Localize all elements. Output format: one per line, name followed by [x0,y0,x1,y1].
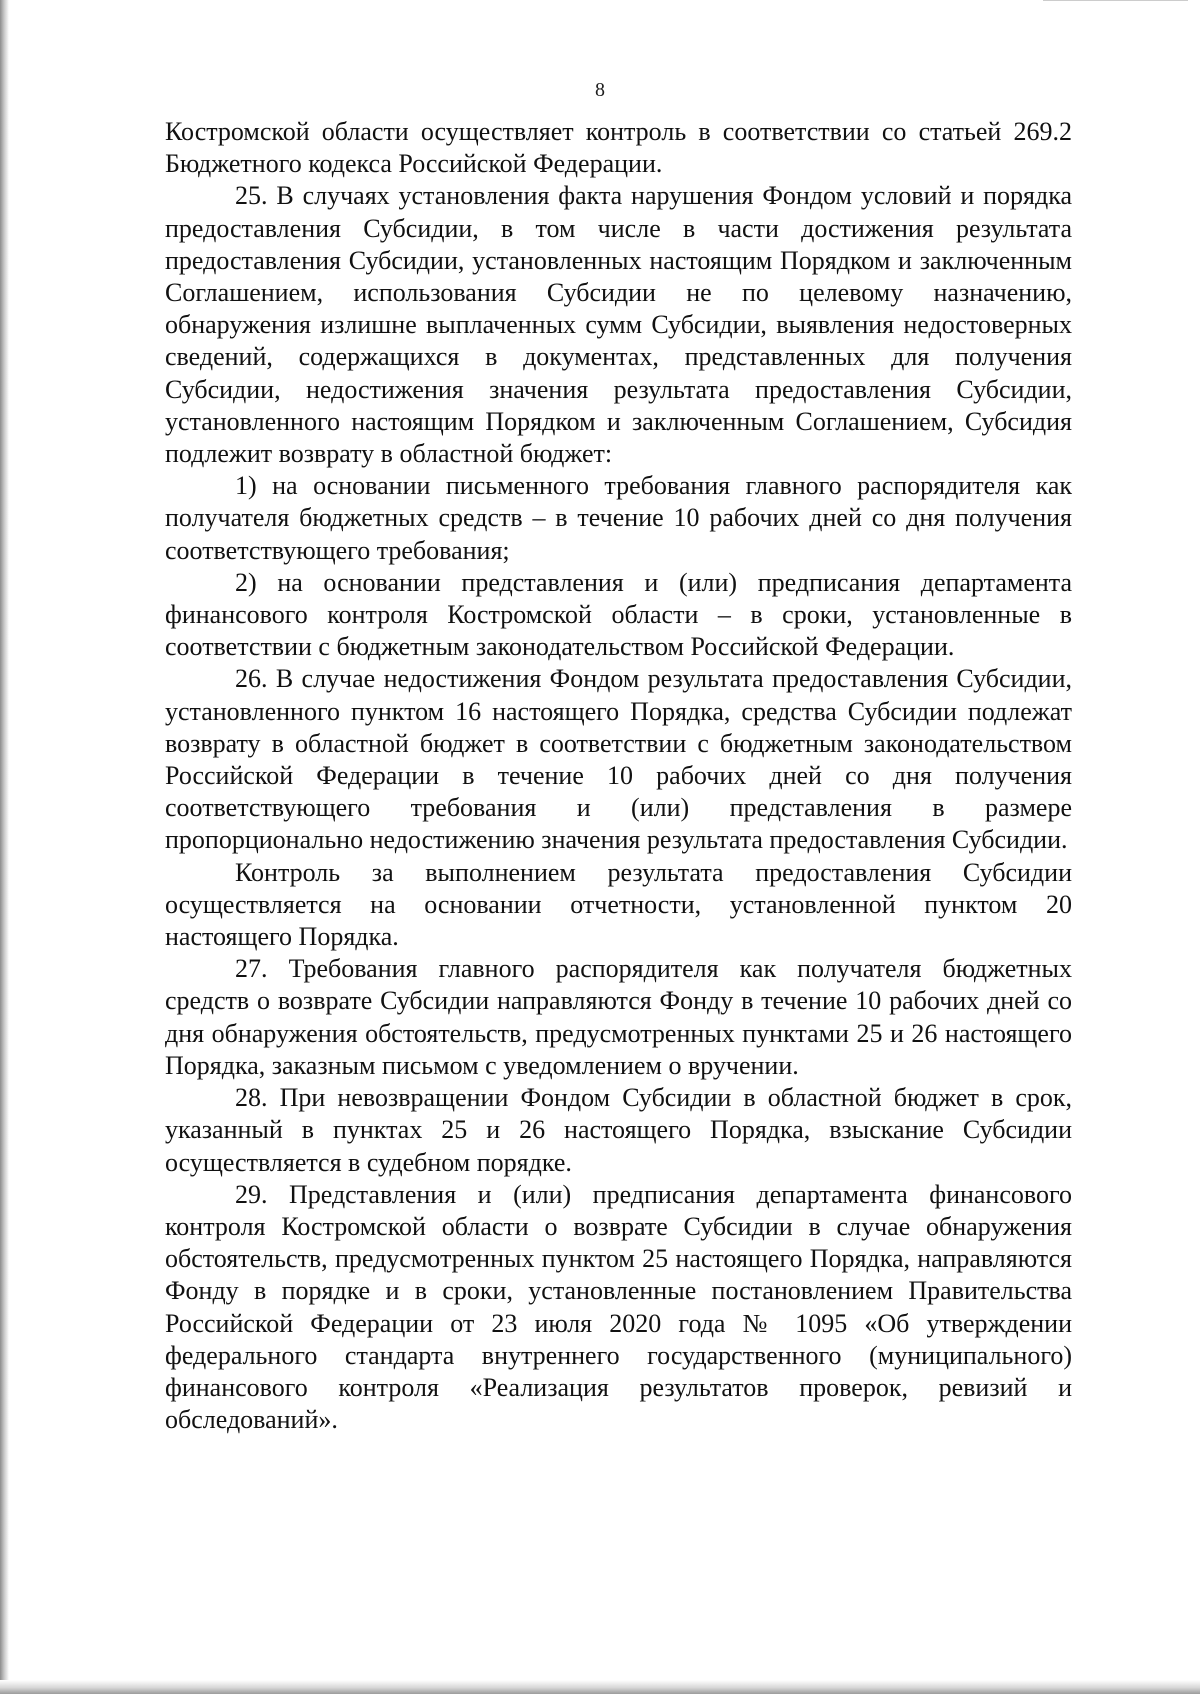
document-paragraph: Контроль за выполнением результата предоставления Субсидии осуществляется на основании отчетности, установленной пунктом 20 настоящего Порядка. [165,857,1072,952]
document-paragraph: 25. В случаях установления факта нарушения Фондом условий и порядка предоставления Субсидии, в том числе в части достижения результата предоставления Субсидии, установленных настоящим Порядком и заключенным Соглашением, использования Субсидии не по целевому назначению, обнаружения излишне выплаченных сумм Субсидии, выявления недостоверных сведений, содержащихся в документах, представленных для получения Субсидии, недостижения значения результата предоставления Субсидии, установленного настоящим Порядком и заключенным Соглашением, Субсидия подлежит возврату в областной бюджет: [165,181,1072,469]
document-text-body [165,116,1072,1436]
document-paragraph: 28. При невозвращении Фондом Субсидии в областной бюджет в срок, указанный в пунктах 25 и 26 настоящего Порядка, взыскание Субсидии осуществляется в судебном порядке. [165,1083,1072,1177]
document-paragraph: Костромской области осуществляет контроль в соответствии со статьей 269.2 Бюджетного кодекса Российской Федерации. [165,117,1072,179]
document-paragraph: 2) на основании представления и (или) предписания департамента финансового контроля Костромской области – в сроки, установленные в соответствии с бюджетным законодательством Российской Федерации. [165,567,1072,662]
page-number: 8 [595,79,605,101]
document-paragraph: 26. В случае недостижения Фондом результата предоставления Субсидии, установленного пунктом 16 настоящего Порядка, средства Субсидии подлежат возврату в областной бюджет в соответствии с бюджетным законодательством Российской Федерации в течение 10 рабочих дней со дня получения соответствующего требования и (или) представления в размере пропорционально недостижению значения результата предоставления Субсидии. [165,664,1072,855]
document-paragraph: 29. Представления и (или) предписания департамента финансового контроля Костромской области о возврате Субсидии в случае обнаружения обстоятельств, предусмотренных пунктом 25 настоящего Порядка, направляются Фонду в порядке и в сроки, установленные постановлением Правительства Российской Федерации от 23 июля 2020 года № 1095 «Об утверждении федерального стандарта внутреннего государственного (муниципального) финансового контроля «Реализация результатов проверок, ревизий и обследований». [165,1179,1072,1435]
scan-bottom-edge [0,1680,1200,1694]
scan-top-marks [1043,0,1188,5]
document-paragraph: 27. Требования главного распорядителя как получателя бюджетных средств о возврате Субсидии направляются Фонду в течение 10 рабочих дней со дня обнаружения обстоятельств, предусмотренных пунктами 25 и 26 настоящего Порядка, заказным письмом с уведомлением о вручении. [165,954,1072,1080]
document-paragraph: 1) на основании письменного требования главного распорядителя как получателя бюджетных средств – в течение 10 рабочих дней со дня получения соответствующего требования; [165,471,1072,565]
scan-left-shadow [0,0,9,1694]
